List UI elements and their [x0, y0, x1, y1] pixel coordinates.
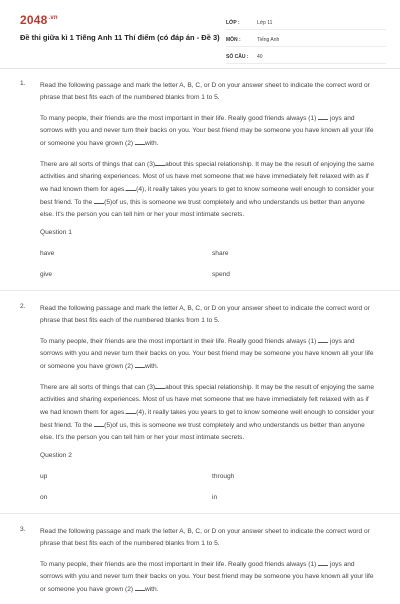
blank-line	[126, 406, 136, 414]
blank-line	[318, 112, 328, 120]
passage-text: about this special relationship. It may be the result of enjoying the same activities and sharing experiences. Most of us have met someone that we have immediately felt relaxed with as if we had known them for ages.	[40, 384, 375, 416]
meta-row-class	[226, 16, 386, 30]
question-label: Question 1	[40, 229, 72, 236]
passage-text: with.	[144, 363, 159, 370]
meta-label: SỐ CÂU :	[226, 53, 249, 60]
answer-option[interactable]: on	[40, 494, 48, 501]
passage-paragraph	[40, 381, 378, 444]
passage-text: (4), it really takes you years to get to know someone well enough to consider your best friend. To the	[40, 409, 375, 429]
passage-text: (4), it really takes you years to get to know someone well enough to consider your best friend. To the	[40, 186, 375, 206]
passage-text: joys and sorrows with you and never turn their backs on you. Your best friend may be someone you have known all your life or someone you have grown (2)	[40, 115, 374, 147]
blank-line	[135, 360, 145, 368]
question-item	[0, 303, 400, 501]
blank-line	[135, 583, 145, 591]
blank-line	[126, 183, 136, 191]
blank-line	[318, 558, 328, 566]
passage-text: (5)of us, this is someone we trust completely and who understands us better than anyone else. It's the person you can tell him or her your most intimate secrets.	[40, 422, 365, 441]
question-number: 1.	[20, 80, 26, 87]
meta-value: 40	[257, 53, 263, 60]
page-header	[0, 0, 400, 69]
passage-text: There are all sorts of things that can (3)	[40, 161, 156, 168]
passage-text: To many people, their friends are the most important in their life. Really good friends always (1)	[40, 338, 317, 345]
blank-line	[94, 196, 104, 204]
answer-options	[40, 250, 378, 278]
answer-option[interactable]: share	[212, 250, 229, 257]
question-divider	[0, 513, 400, 514]
passage-text: joys and sorrows with you and never turn their backs on you. Your best friend may be someone you have known all your life or someone you have grown (2)	[40, 561, 374, 593]
meta-row-subject	[226, 33, 386, 47]
answer-option[interactable]: give	[40, 271, 53, 278]
meta-value: Tiếng Anh	[257, 36, 280, 43]
passage-paragraph	[40, 335, 378, 373]
answer-option[interactable]: up	[40, 473, 48, 480]
passage-text: joys and sorrows with you and never turn their backs on you. Your best friend may be someone you have known all your life or someone you have grown (2)	[40, 338, 374, 370]
exam-meta	[226, 16, 386, 67]
question-list	[0, 80, 400, 604]
question-number: 2.	[20, 303, 26, 310]
answer-options	[40, 473, 378, 501]
meta-value: Lớp 11	[257, 19, 273, 26]
meta-label: LỚP :	[226, 19, 240, 26]
blank-line	[94, 419, 104, 427]
question-number: 3.	[20, 526, 26, 533]
question-instruction: Read the following passage and mark the letter A, B, C, or D on your answer sheet to indicate the correct word or phrase that best fits each of the numbered blanks from 1 to 5.	[40, 528, 370, 547]
answer-option[interactable]: through	[212, 473, 235, 480]
question-item	[0, 80, 400, 278]
passage-paragraph	[40, 112, 378, 150]
passage-text: (5)of us, this is someone we trust completely and who understands us better than anyone else. It's the person you can tell him or her your most intimate secrets.	[40, 199, 365, 218]
blank-line	[155, 158, 165, 166]
blank-line	[155, 381, 165, 389]
site-logo[interactable]	[20, 13, 58, 27]
passage-text: There are all sorts of things that can (3)	[40, 384, 156, 391]
page-title: Đề thi giữa kì 1 Tiếng Anh 11 Thí điểm (có đáp án - Đề 3)	[20, 33, 220, 42]
passage-text: about this special relationship. It may be the result of enjoying the same activities and sharing experiences. Most of us have met someone that we have immediately felt relaxed with as if we had known them for ages.	[40, 161, 375, 193]
answer-option[interactable]: in	[212, 494, 218, 501]
logo-text: 2048	[20, 13, 48, 27]
blank-line	[135, 137, 145, 145]
meta-row-count	[226, 50, 386, 64]
passage-text: with.	[144, 586, 159, 593]
answer-option[interactable]: have	[40, 250, 55, 257]
question-instruction: Read the following passage and mark the letter A, B, C, or D on your answer sheet to indicate the correct word or phrase that best fits each of the numbered blanks from 1 to 5.	[40, 305, 370, 324]
answer-option[interactable]: spend	[212, 271, 230, 278]
blank-line	[318, 335, 328, 343]
question-item	[0, 526, 400, 596]
logo-tld: .vn	[48, 15, 58, 21]
question-label: Question 2	[40, 452, 72, 459]
passage-text: To many people, their friends are the most important in their life. Really good friends always (1)	[40, 561, 317, 568]
passage-text: To many people, their friends are the most important in their life. Really good friends always (1)	[40, 115, 317, 122]
question-divider	[0, 290, 400, 291]
passage-paragraph	[40, 158, 378, 221]
meta-label: MÔN :	[226, 36, 241, 43]
question-instruction: Read the following passage and mark the letter A, B, C, or D on your answer sheet to indicate the correct word or phrase that best fits each of the numbered blanks from 1 to 5.	[40, 82, 370, 101]
passage-paragraph	[40, 558, 378, 596]
passage-text: with.	[144, 140, 159, 147]
